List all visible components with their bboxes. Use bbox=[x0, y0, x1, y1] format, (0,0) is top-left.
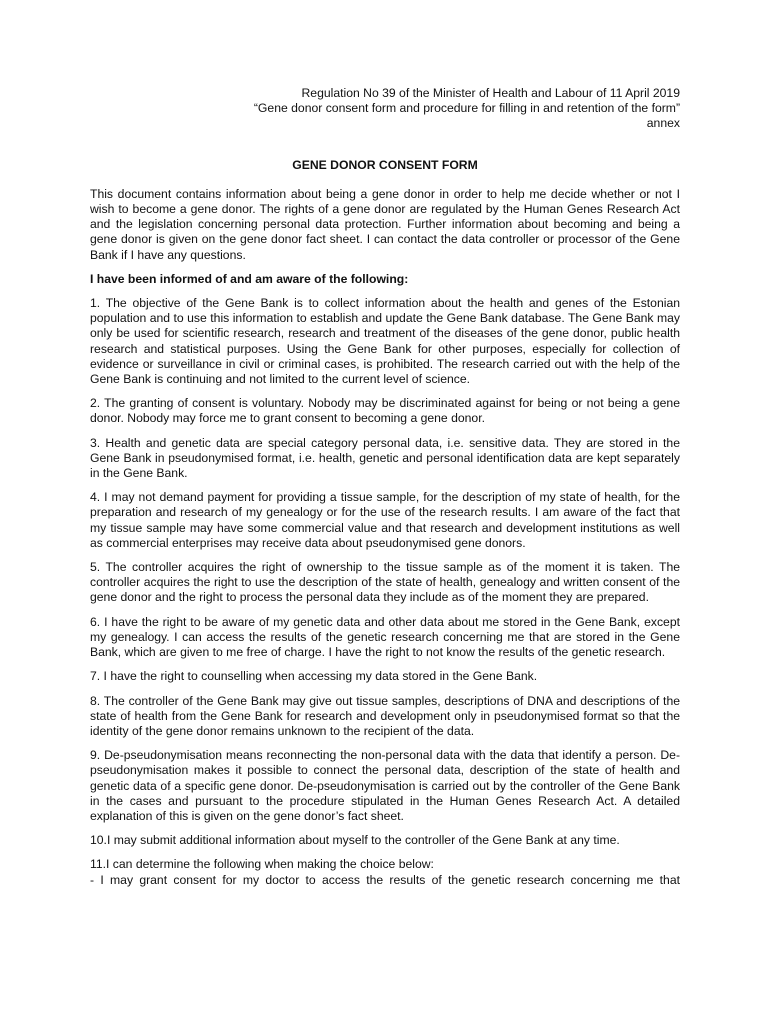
document-page bbox=[90, 86, 680, 888]
list-item-4: 4. I may not demand payment for providing a tissue sample, for the description of my state of health, for the preparation and research of my genealogy or for the use of the research results. I am aware of the fact that my tissue sample may have some commercial value and that research and development institutions as well as commercial enterprises may receive data about pseudonymised gene donors. bbox=[90, 490, 680, 550]
regulation-header bbox=[90, 86, 680, 132]
list-item-5: 5. The controller acquires the right of ownership to the tissue sample as of the moment it is taken. The controller acquires the right to use the description of the state of health, genealogy and written consent of the gene donor and the right to process the personal data they include as of the moment they are prepared. bbox=[90, 560, 680, 605]
list-item-11 bbox=[90, 857, 680, 887]
header-line-1: Regulation No 39 of the Minister of Health and Labour of 11 April 2019 bbox=[301, 86, 680, 100]
document-title: GENE DONOR CONSENT FORM bbox=[292, 157, 478, 172]
list-item-9: 9. De-pseudonymisation means reconnecting the non-personal data with the data that identify a person. De-pseudonymisation makes it possible to connect the personal data, description of the state of health and genetic data of a specific gene donor. De-pseudonymisation is carried out by the controller of the Gene Bank in the cases and pursuant to the procedure stipulated in the Human Genes Research Act. A detailed explanation of this is given on the gene donor’s fact sheet. bbox=[90, 748, 680, 823]
list-item-3: 3. Health and genetic data are special category personal data, i.e. sensitive data. They are stored in the Gene Bank in pseudonymised format, i.e. health, genetic and personal identification data are kept separately in the Gene Bank. bbox=[90, 435, 680, 481]
intro-paragraph: This document contains information about being a gene donor in order to help me decide whether or not I wish to become a gene donor. The rights of a gene donor are regulated by the Human Genes Research Act and the legislation concerning personal data protection. Further information about becoming and being a gene donor is given on the gene donor fact sheet. I can contact the data controller or processor of the Gene Bank if I have any questions. bbox=[90, 186, 680, 262]
list-item-1: 1. The objective of the Gene Bank is to collect information about the health and genes of the Estonian population and to use this information to establish and update the Gene Bank database. The Gene Bank may only be used for scientific research, research and treatment of the diseases of the gene donor, public health research and statistical purposes. Using the Gene Bank for other purposes, especially for collection of evidence or surveillance in civil or criminal cases, is prohibited. The research carried out with the help of the Gene Bank is continuing and not limited to the current level of science. bbox=[90, 296, 680, 387]
list-item-10: 10.I may submit additional information about myself to the controller of the Gene Bank at any time. bbox=[90, 833, 620, 848]
list-item-7: 7. I have the right to counselling when accessing my data stored in the Gene Bank. bbox=[90, 669, 538, 684]
list-item-11-option: - I may grant consent for my doctor to access the results of the genetic research concerning me that bbox=[90, 872, 680, 887]
list-item-8: 8. The controller of the Gene Bank may give out tissue samples, descriptions of DNA and descriptions of the state of health from the Gene Bank for research and development only in pseudonymised format so that the identity of the gene donor remains unknown to the recipient of the data. bbox=[90, 693, 680, 738]
header-line-3: annex bbox=[646, 116, 680, 131]
list-item-6: 6. I have the right to be aware of my genetic data and other data about me stored in the Gene Bank, except my genealogy. I can access the results of the genetic research concerning me that are stored in the Gene Bank, which are given to me free of charge. I have the right to not know the results of the genetic research. bbox=[90, 614, 680, 660]
informed-heading: I have been informed of and am aware of the following: bbox=[90, 271, 409, 286]
list-item-11-intro: 11.I can determine the following when making the choice below: bbox=[90, 857, 434, 872]
list-item-2: 2. The granting of consent is voluntary. Nobody may be discriminated against for being or not being a gene donor. Nobody may force me to grant consent to becoming a gene donor. bbox=[90, 396, 680, 426]
header-line-2: “Gene donor consent form and procedure for filling in and retention of the form” bbox=[253, 101, 680, 116]
